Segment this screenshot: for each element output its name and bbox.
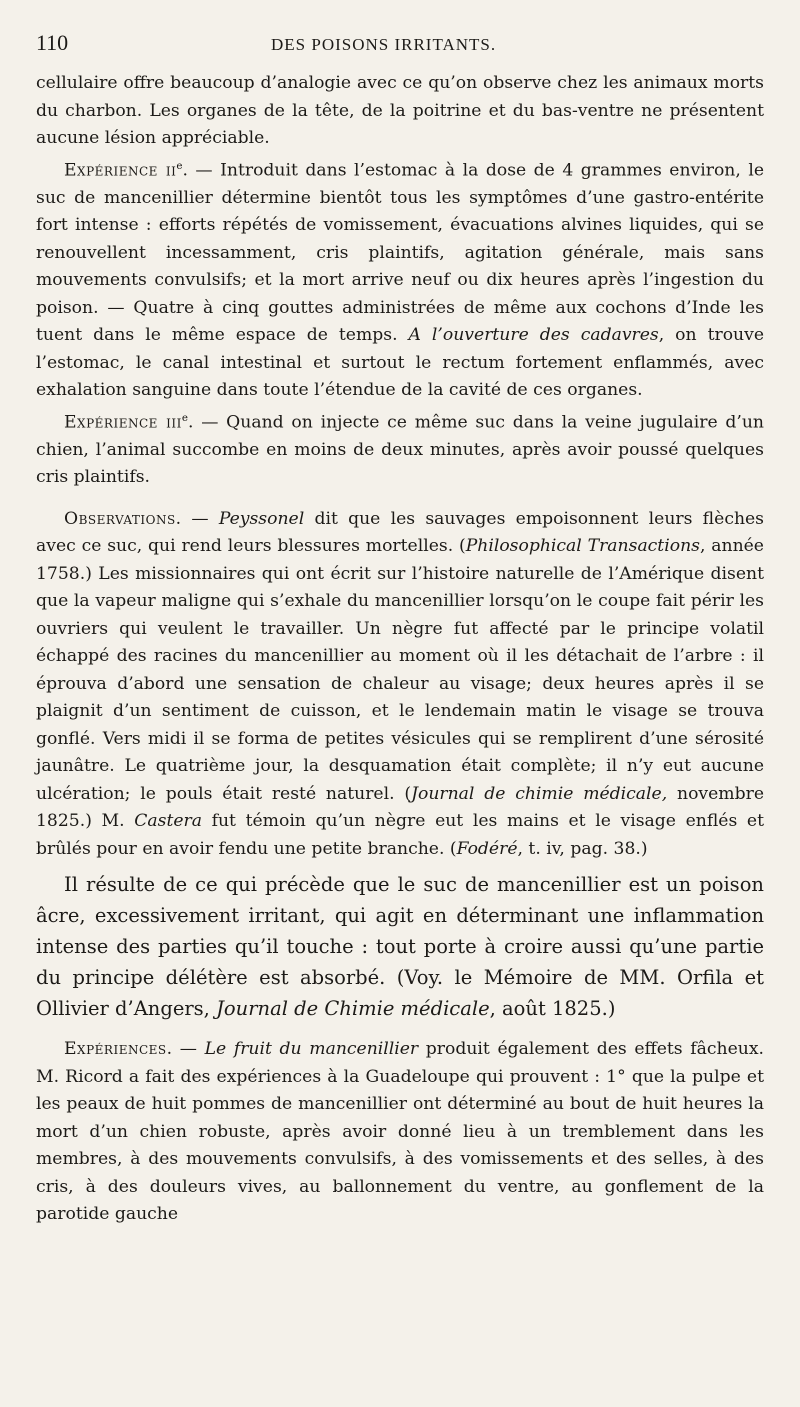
body-text-continued <box>36 1036 764 1229</box>
conclusion-block <box>36 869 764 1024</box>
paragraph-observations <box>36 506 764 864</box>
running-title: DES POISONS IRRITANTS. <box>271 35 497 54</box>
paragraph-continuation <box>36 70 764 153</box>
paragraph-text: , année 1758.) Les missionnaires qui ont écrit sur l’histoire naturelle de l’Amérique disent que la vapeur maligne qui s’exhale du mancenillier lorsqu’on le coupe fait périr les ouvriers qui veulent le travailler. Un nègre fut affecté par le principe volatil échappé des racines du mancenillier au moment où il les détachait de l’arbre : il éprouva d’abord une sensation de chaleur au visage; deux heures après il se plaignit d’un sentiment de cuisson, et le lendemain matin le visage se trouva gonflé. Vers midi il se forma de petites vésicules qui se remplirent d’une sérosité jaunâtre. Le quatrième jour, la desquamation était complète; il n’y eut aucune ulcération; le pouls était resté naturel. ( <box>36 536 764 804</box>
italic-phrase: A l’ouverture des cadavres <box>408 325 659 346</box>
italic-phrase: Le fruit du mancenillier <box>204 1039 419 1060</box>
author-name: Fodéré <box>456 838 518 859</box>
page-number: 110 <box>36 30 69 55</box>
paragraph-text: Il résulte de ce qui précède que le suc de mancenillier est un poison âcre, excessivement irritant, qui agit en déterminant une inflammation intense des parties qu’il touche : tout porte à croire aussi qu’une partie du principe délétère est absorbé. (Voy. le Mémoire de MM. Orfila et Ollivier d’Angers, <box>36 873 764 1021</box>
paragraph-text: . — <box>175 508 219 529</box>
ordinal-suffix: e <box>181 411 188 424</box>
page-header <box>36 30 764 70</box>
paragraph-text: dit que les sauvages empoisonnent leurs flèches avec ce suc, qui rend leurs blessures mortelles. ( <box>36 508 765 557</box>
paragraph-experience-2 <box>36 153 764 405</box>
citation-title: Journal de Chimie médicale <box>216 997 490 1021</box>
paragraph-conclusion <box>36 869 764 1024</box>
author-name: Peyssonel <box>218 508 305 529</box>
section-label: Expérience ii <box>64 160 177 181</box>
paragraph-text: novembre 1825.) M. <box>36 783 764 832</box>
book-page <box>36 30 764 1400</box>
citation-title: Journal de chimie médicale, <box>411 783 668 804</box>
paragraph-text: produit également des effets fâcheux. M. Ricord a fait des expériences à la Guadeloupe qui prouvent : 1° que la pulpe et les peaux de huit pommes de mancenillier ont déterminé au bout de huit heures la mort d’un chien robuste, après avoir donné lieu à un tremblement dans les membres, à des mouvements convulsifs, à des vomissements et des selles, à des cris, à des douleurs vives, au ballonnement du ventre, au gonflement de la parotide gauche <box>36 1039 764 1225</box>
section-label: Expériences <box>64 1039 167 1060</box>
paragraph-text: , t. iv, pag. 38.) <box>517 838 648 859</box>
paragraph-text: . — <box>166 1039 205 1060</box>
author-name: Castera <box>134 811 202 832</box>
citation-title: Philosophical Transactions <box>465 536 700 557</box>
body-text <box>36 70 764 863</box>
paragraph-experiences <box>36 1036 764 1229</box>
paragraph-text: . — Quand on injecte ce même suc dans la veine jugulaire d’un chien, l’animal succombe en moins de deux minutes, après avoir poussé quelques cris plaintifs. <box>36 412 764 488</box>
section-label: Expérience iii <box>64 412 182 433</box>
paragraph-text: , on trouve l’estomac, le canal intestinal et surtout le rectum fortement enflammés, avec exhalation sanguine dans toute l’étendue de la cavité de ces organes. <box>36 325 764 401</box>
section-label: Observations <box>64 508 176 529</box>
paragraph-text: , août 1825.) <box>489 997 616 1021</box>
ordinal-suffix: e <box>176 159 183 172</box>
paragraph-experience-3 <box>36 405 764 492</box>
paragraph-text: cellulaire offre beaucoup d’analogie avec ce qu’on observe chez les animaux morts du charbon. Les organes de la tête, de la poitrine et du bas-ventre ne présentent aucune lésion appréciable. <box>36 73 764 148</box>
paragraph-text: . — Introduit dans l’estomac à la dose de 4 grammes environ, le suc de mancenillier détermine bientôt tous les symptômes d’une gastro-entérite fort intense : efforts répétés de vomissement, évacuations alvines liquides, qui se renouvellent incessamment, cris plaintifs, agitation générale, mais sans mouvements convulsifs; et la mort arrive neuf ou dix heures après l’ingestion du poison. — Quatre à cinq gouttes administrées de même aux cochons d’Inde les tuent dans le même espace de temps. <box>36 160 764 346</box>
paragraph-text: fut témoin qu’un nègre eut les mains et le visage enflés et brûlés pour en avoir fendu une petite branche. ( <box>36 811 764 859</box>
